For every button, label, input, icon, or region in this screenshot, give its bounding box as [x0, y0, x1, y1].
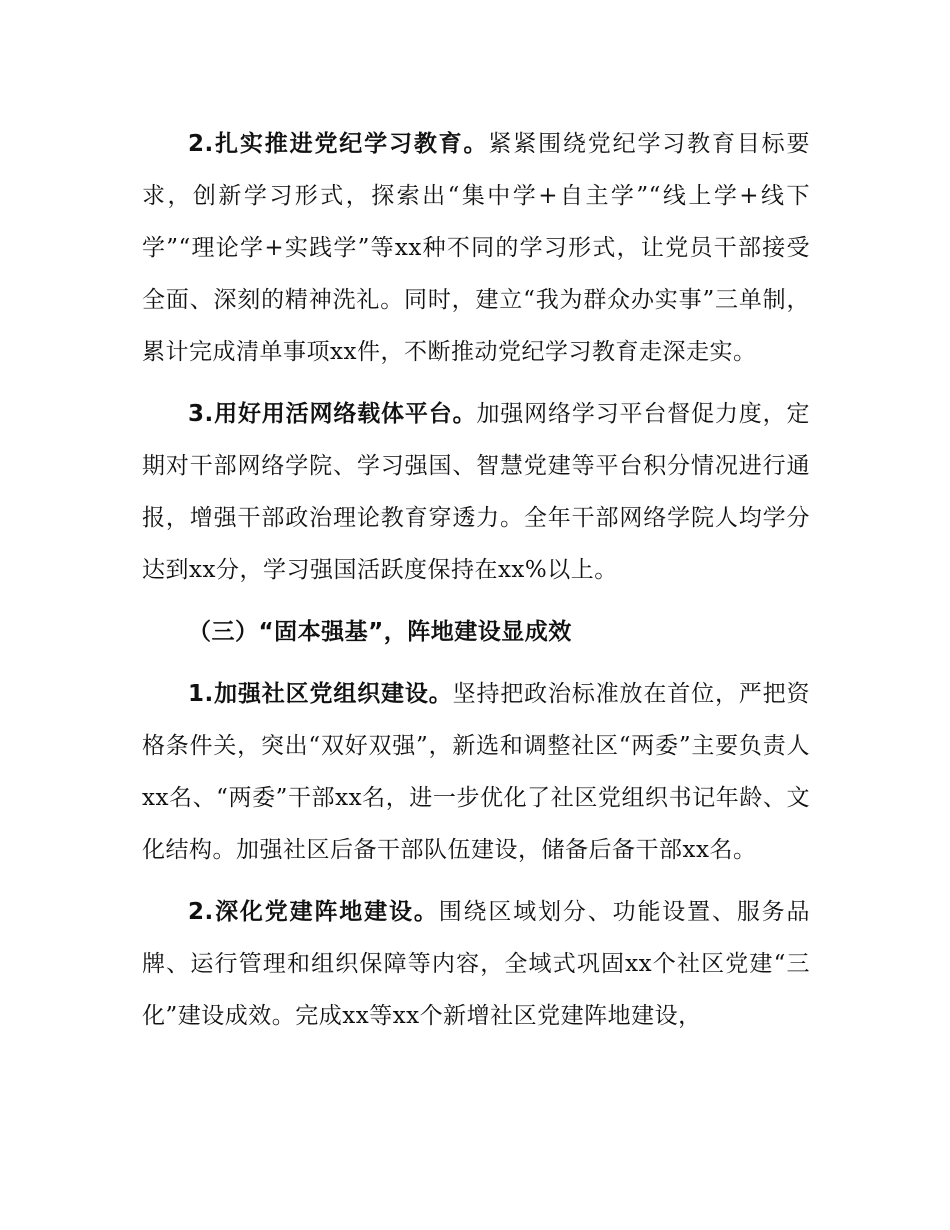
- paragraph-community-organization: [142, 668, 810, 876]
- paragraph-lead: 2.深化党建阵地建设。: [188, 899, 439, 925]
- paragraph-lead: 3.用好用活网络载体平台。: [188, 401, 477, 427]
- paragraph-body: 坚持把政治标准放在首位，严把资格条件关，突出“双好双强”，新选和调整社区“两委”主要负责人xx名、“两委”干部xx名，进一步优化了社区党组织书记年龄、文化结构。加强社区后备干部队伍建设，储备后备干部xx名。: [142, 681, 810, 863]
- paragraph-body: 围绕区域划分、功能设置、服务品牌、运行管理和组织保障等内容，全域式巩固xx个社区党建“三化”建设成效。完成xx等xx个新增社区党建阵地建设，: [142, 899, 810, 1029]
- paragraph-lead: 1.加强社区党组织建设。: [188, 681, 453, 707]
- paragraph-position-building: [142, 886, 810, 1042]
- paragraph-lead: 2.扎实推进党纪学习教育。: [188, 131, 489, 157]
- paragraph-party-discipline: [142, 118, 810, 378]
- document-page: [142, 118, 810, 1042]
- section-heading: （三）“固本强基”，阵地建设显成效: [188, 619, 572, 645]
- paragraph-body: 加强网络学习平台督促力度，定期对干部网络学院、学习强国、智慧党建等平台积分情况进行通报，增强干部政治理论教育穿透力。全年干部网络学院人均学分达到xx分，学习强国活跃度保持在xx%以上。: [142, 401, 811, 583]
- paragraph-network-platform: [142, 388, 810, 596]
- paragraph-body: 紧紧围绕党纪学习教育目标要求，创新学习形式，探索出“集中学+自主学”“线上学+线下学”“理论学+实践学”等xx种不同的学习形式，让党员干部接受全面、深刻的精神洗礼。同时，建立“我为群众办实事”三单制，累计完成清单事项xx件，不断推动党纪学习教育走深走实。: [142, 131, 810, 365]
